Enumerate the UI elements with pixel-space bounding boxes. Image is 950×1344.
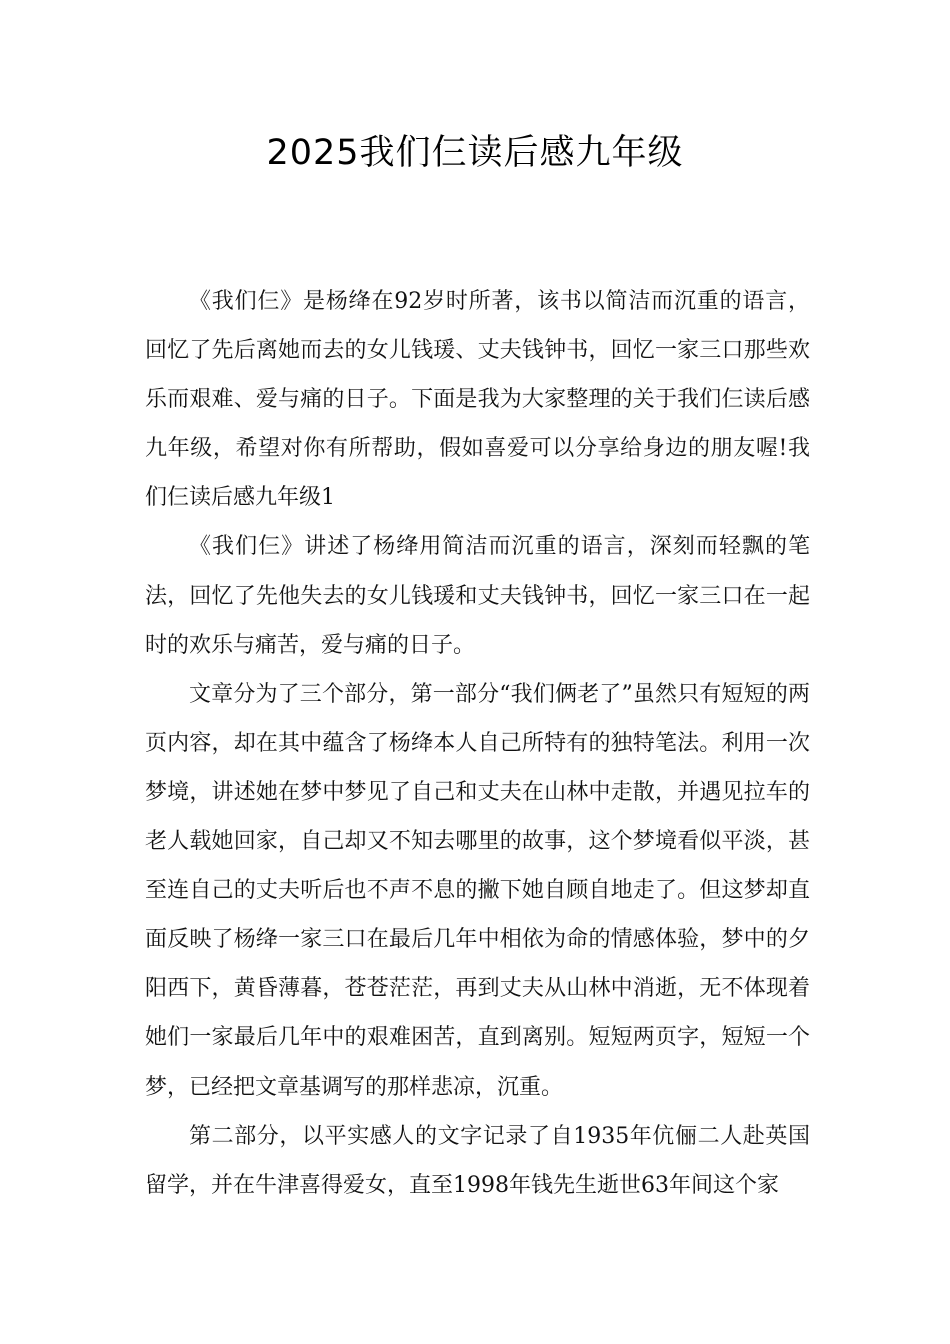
paragraph-intro: 《我们仨》是杨绛在92岁时所著，该书以简洁而沉重的语言，回忆了先后离她而去的女儿钱瑗、丈夫钱钟书，回忆一家三口那些欢乐而艰难、爱与痛的日子。下面是我为大家整理的关于我们仨读后感九年级，希望对你有所帮助，假如喜爱可以分享给身边的朋友喔!我们仨读后感九年级1 xyxy=(145,289,810,511)
document-body xyxy=(145,277,810,1210)
paragraph-part-one: 文章分为了三个部分，第一部分“我们俩老了”虽然只有短短的两页内容，却在其中蕴含了杨绛本人自己所特有的独特笔法。利用一次梦境，讲述她在梦中梦见了自己和丈夫在山林中走散，并遇见拉车的老人载她回家，自己却又不知去哪里的故事，这个梦境看似平淡，甚至连自己的丈夫听后也不声不息的撇下她自顾自地走了。但这梦却直面反映了杨绛一家三口在最后几年中相依为命的情感体验，梦中的夕阳西下，黄昏薄暮，苍苍茫茫，再到丈夫从山林中消逝，无不体现着她们一家最后几年中的艰难困苦，直到离别。短短两页字，短短一个梦，已经把文章基调写的那样悲凉，沉重。 xyxy=(145,681,810,1100)
paragraph-summary: 《我们仨》讲述了杨绛用简洁而沉重的语言，深刻而轻飘的笔法，回忆了先他失去的女儿钱瑗和丈夫钱钟书，回忆一家三口在一起时的欢乐与痛苦，爱与痛的日子。 xyxy=(145,534,810,658)
document-title: 2025我们仨读后感九年级 xyxy=(266,133,684,173)
paragraph-part-two: 第二部分，以平实感人的文字记录了自1935年伉俪二人赴英国留学，并在牛津喜得爱女，直至1998年钱先生逝世63年间这个家 xyxy=(145,1123,810,1198)
